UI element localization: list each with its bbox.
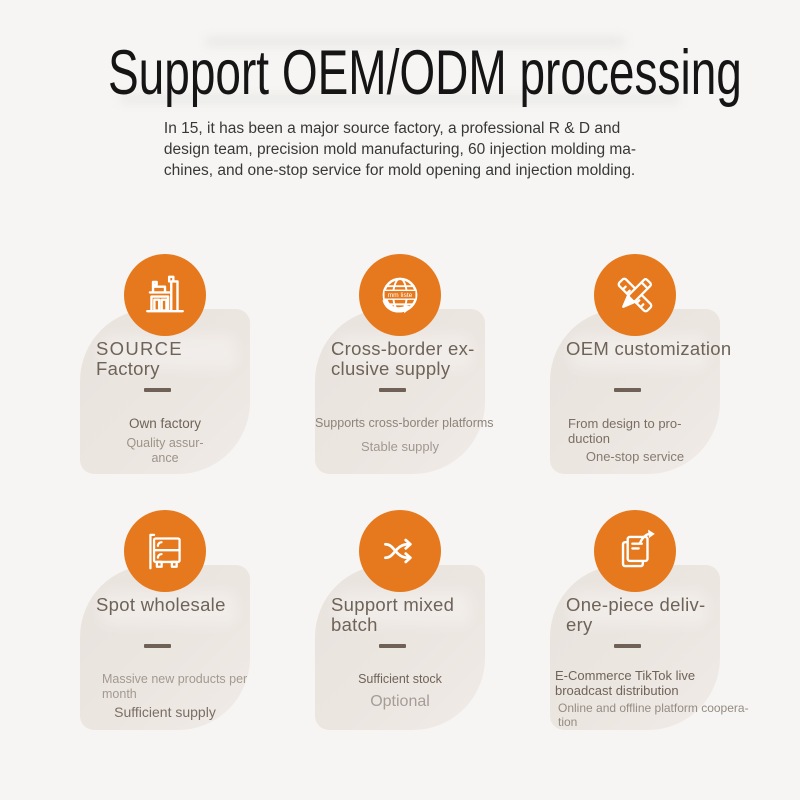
card-title-line: OEM customization — [566, 338, 732, 359]
card-title-line: One-piece deliv- — [566, 594, 706, 615]
card-spot-wholesale — [80, 510, 250, 730]
card-note-secondary: Sufficient supply — [114, 703, 216, 720]
cabinet-cart-icon — [124, 510, 206, 592]
card-note-primary: Sufficient stock — [358, 672, 442, 686]
card-divider — [379, 644, 406, 648]
intro-line: design team, precision mold manufacturing, 60 injection molding ma- — [163, 140, 637, 158]
card-divider — [379, 388, 406, 392]
card-source-factory — [80, 254, 250, 474]
factory-icon — [124, 254, 206, 336]
pencil-ruler-icon — [594, 254, 676, 336]
card-title-line: Spot wholesale — [96, 594, 226, 615]
card-note-primary: Supports cross-border platforms — [315, 416, 494, 430]
globe-icon — [359, 254, 441, 336]
card-title — [80, 339, 250, 385]
card-title — [315, 339, 485, 385]
intro-paragraph — [164, 119, 636, 181]
card-note-secondary: Online and offline platform coopera- tion — [558, 700, 749, 729]
card-note-secondary: Optional — [370, 692, 430, 710]
card-title-line: batch — [331, 613, 378, 635]
card-oem-customization — [550, 254, 732, 474]
card-divider — [614, 644, 641, 648]
intro-line: chines, and one-stop service for mold opening and injection molding. — [163, 161, 636, 179]
card-note-secondary: Quality assur- ance — [126, 435, 204, 465]
card-title — [80, 595, 250, 641]
card-divider — [144, 644, 171, 648]
card-mixed-batch — [315, 510, 485, 730]
icon-badge-text: mm liste — [387, 292, 413, 300]
card-divider — [144, 388, 171, 392]
shuffle-arrows-icon — [359, 510, 441, 592]
card-title-line: clusive supply — [331, 357, 451, 379]
card-note-primary: Own factory — [128, 416, 202, 431]
card-note-secondary: One-stop service — [585, 448, 685, 464]
card-title — [550, 338, 732, 385]
card-title — [550, 595, 720, 641]
card-title-line: SOURCE — [96, 338, 183, 359]
card-note-primary: E-Commerce TikTok live broadcast distribution — [555, 668, 696, 699]
page-title: Support OEM/ODM processing — [108, 38, 742, 108]
card-title-line: ery — [566, 613, 593, 635]
card-note-primary: Massive new products per month — [102, 672, 248, 701]
card-note-primary: From design to pro- duction — [568, 416, 682, 447]
card-title — [315, 595, 485, 641]
card-title-line: Support mixed — [331, 594, 455, 615]
card-title-line: Cross-border ex- — [331, 338, 475, 359]
feature-card-grid — [80, 254, 749, 730]
card-one-piece-delivery — [550, 510, 749, 730]
card-cross-border-supply — [315, 254, 494, 474]
card-note-secondary: Stable supply — [360, 438, 440, 454]
card-divider — [614, 388, 641, 392]
intro-line: In 15, it has been a major source factory, a professional R & D and — [163, 120, 621, 137]
document-send-icon — [594, 510, 676, 592]
card-title-line: Factory — [96, 357, 160, 379]
